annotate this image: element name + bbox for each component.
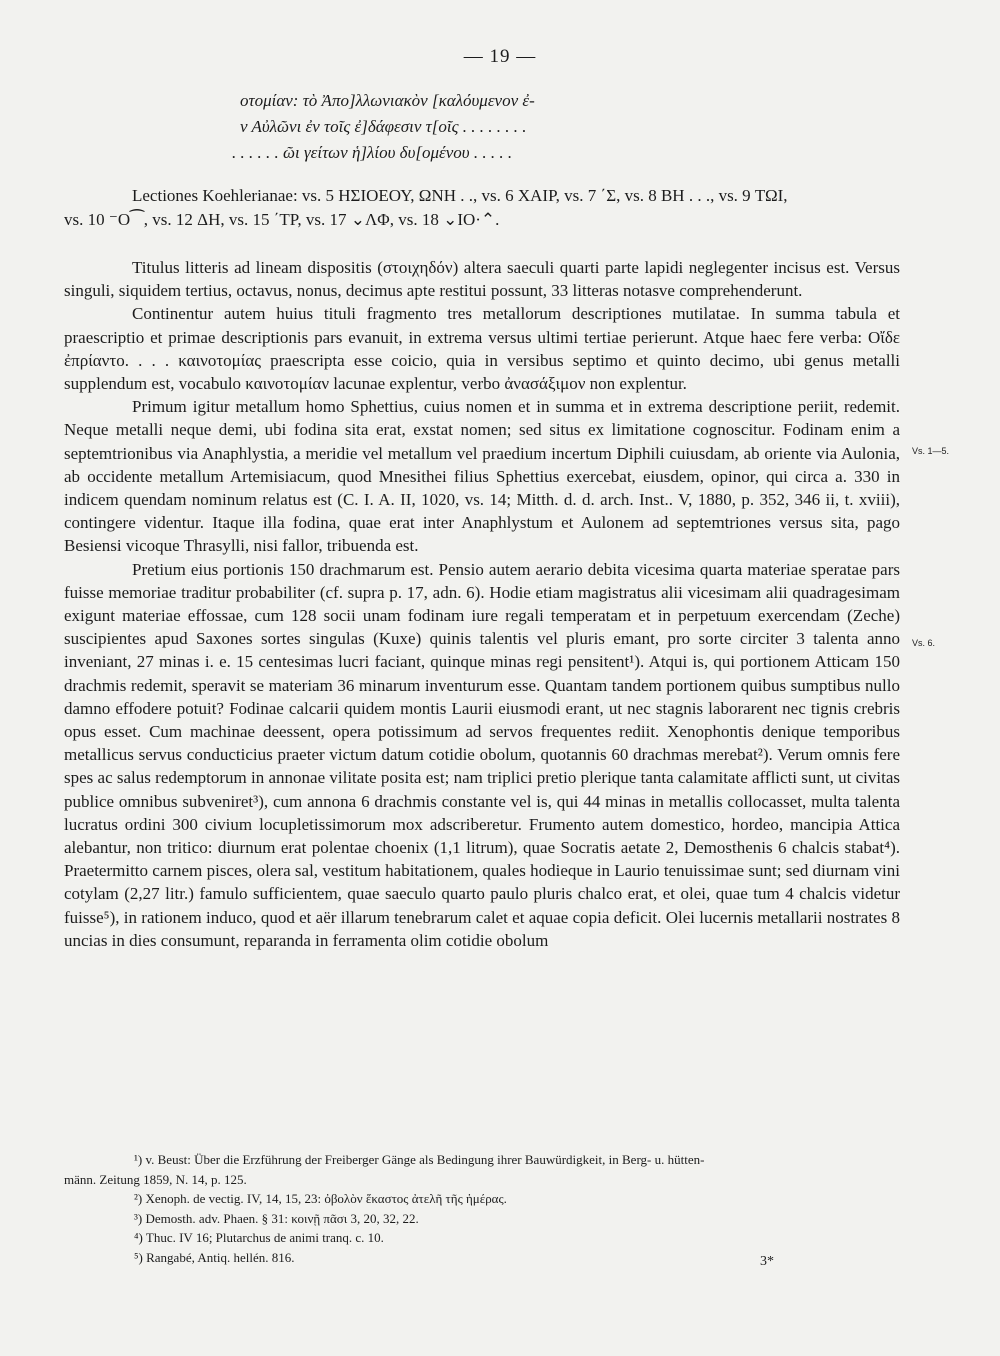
footnote-2: ²) Xenoph. de vectig. IV, 14, 15, 23: ὀβολὸν ἕκαστος ἀτελῆ τῆς ἡμέρας. xyxy=(134,1191,507,1206)
footnote-1-cont: männ. Zeitung 1859, N. 14, p. 125. xyxy=(64,1171,247,1187)
inscription-block xyxy=(232,88,535,166)
footnote-4: ⁴) Thuc. IV 16; Plutarchus de animi tranq. c. 10. xyxy=(134,1230,384,1245)
footnote-5: ⁵) Rangabé, Antiq. hellén. 816. xyxy=(134,1249,295,1265)
lectiones-line-2: vs. 10 ⁻Ο⁀, vs. 12 ΔΗ, vs. 15 ΄ΤΡ, vs. 17 ⌄ΛΦ, vs. 18 ⌄ΙΟ·⌃. xyxy=(64,210,500,229)
margin-note-vs1-5: Vs. 1—5. xyxy=(912,446,950,456)
main-text xyxy=(64,184,900,952)
footnotes xyxy=(64,1150,900,1267)
paragraph-titulus: Titulus litteris ad lineam dispositis (στοιχηδόν) altera saeculi quarti parte lapidi neglegenter incisus est. Versus singuli, siquidem tertius, octavus, nonus, decimus apte restitui possunt, 33 litteras notasve comprehenderunt. xyxy=(64,258,900,301)
page-number: — 19 — xyxy=(463,46,537,67)
inscription-line-1: οτομίαν: τὸ Ἀπο]λλωνιακὸν [καλόυμενον ἐ- xyxy=(240,91,535,110)
margin-note-vs6: Vs. 6. xyxy=(912,638,936,648)
inscription-line-2: ν Αὐλῶνι ἐν τοῖς ἐ]δάφεσιν τ[οῖς . . . . . . . . xyxy=(240,117,527,136)
footnote-3: ³) Demosth. adv. Phaen. § 31: κοινῇ πᾶσι 3, 20, 32, 22. xyxy=(134,1210,419,1226)
footnote-1: ¹) v. Beust: Über die Erzführung der Freiberger Gänge als Bedingung ihrer Bauwürdigkeit, in Berg- u. hütten- xyxy=(134,1152,705,1167)
lectiones-line-1: Lectiones Koehlerianae: vs. 5 ΗΣΙΟΕΟΥ, ΩΝΗ . ., vs. 6 ΧΑΙΡ, vs. 7 ΄Σ, vs. 8 ΒΗ . . ., vs. 9 ΤΩΙ, xyxy=(132,186,788,205)
paragraph-pretium: Pretium eius portionis 150 drachmarum est. Pensio autem aerario debita vicesima quarta materiae speratae pars fuisse memoriae traditur probabiliter (cf. supra p. 17, adn. 6). Hodie etiam magistratus alii vicesimam alii quadragesimam exigunt materiae effossae, cum 128 socii unam fodinam iure regali temperatam et in perpetuum exercendam (Zeche) suscipientes apud Saxones sortes singulas (Kuxe) quinis talentis vel pluris emant, pro sorte circiter 3 talenta anno inveniant, 27 minas i. e. 15 centesimas lucri faciant, quinque minas regi pensitent¹). Atqui is, qui portionem Atticam 150 drachmis redemit, speravit se materiam 36 minarum inventurum esse. Quantam tandem portionem quibus sumptibus nullo damno effodere potuit? Fodinae calcarii quidem montis Laurii eiusmodi erant, ut nec stagnis laborarent nec tignis crebris opus esset. Cum machinae deessent, opera potissimum ad servos frequentes rediit. Xenophontis denique temporibus metallicus servus conducticius praeter victum datum cotidie obolum, quotannis 60 drachmas merebat²). Verum omnis fere spes ac salus redemptorum in annonae vilitate posita est; nam triplici pretio plerique tanta calamitate afflicti sunt, ut civitas publice omnibus subveniret³), cum annona 6 drachmis constante vel is, qui 44 minas in metallis collocasset, multa talenta lucratus ordini 300 civium locupletissimorum mox adscriberetur. Frumento autem domestico, hordeo, mancipia Attica alebantur, non tritico: diurnum erat polentae choenix (1,1 litrum), quae Socratis aetate 2, Demosthenis 6 chalcis stabat⁴). Praetermitto carnem pisces, olera sal, vestitum habitationem, quales hodieque in Laurio tenuissimae sunt; sed diurnam vini cotylam (2,27 litr.) famulo sufficientem, quae saeculo quarto paulo pluris chalco erat, et olei, quae tum 4 chalcis videtur fuisse⁵), in rationem induco, quod et aër illarum tenebrarum calet et aquae copia deficit. Olei lucernis metallarii nostrates 8 uncias in dies consumunt, reparanda in ferramenta olim cotidie obolum xyxy=(64,559,900,950)
paragraph-primum: Primum igitur metallum homo Sphettius, cuius nomen et in summa et in extrema descriptione periit, redemit. Neque metalli neque demi, ubi fodina sita erat, exstat nomen; sed situs ex limitatione cognoscitur. Fodinam enim a septemtrionibus via Anaphlystia, a meridie vel metallum vel praedium incertum Diphili cuiusdam, ab oriente via Aulonia, ab occidente metallum Artemisiacum, quod Mnesithei filius Sphettius exercebat, eiusdem, opinor, qui circa a. 330 in indicem quendam nominum relatus est (C. I. A. II, 1020, vs. 14; Mitth. d. d. arch. Inst.. V, 1880, p. 352, 346 ii, t. xviii), contingere videntur. Itaque illa fodina, quae erat inter Anaphlystum et Aulonem ad septemtriones versus sita, pago Besiensi vicoque Thrasylli, nisi fallor, tribuenda est. xyxy=(64,397,900,556)
signature-mark: 3* xyxy=(760,1254,774,1269)
paragraph-continentur: Continentur autem huius tituli fragmento tres metallorum descriptiones mutilatae. In summa tabula et praescriptio et primae descriptionis pars evanuit, in extrema versus ultimi tertiae perierunt. Atque haec fere verba: Οἴδε ἐπρίαντο. . . . καινοτομίας praescripta esse coicio, quia in versibus septimo et quinto decimo, ubi genus metalli supplendum est, vocabulo καινοτομίαν lacunae explentur, verbo ἀνασάξιμον non explentur. xyxy=(64,304,900,394)
inscription-line-3: . . . . . . ῶι γείτων ἡ]λίου δυ[ομένου . . . . . xyxy=(232,143,513,162)
